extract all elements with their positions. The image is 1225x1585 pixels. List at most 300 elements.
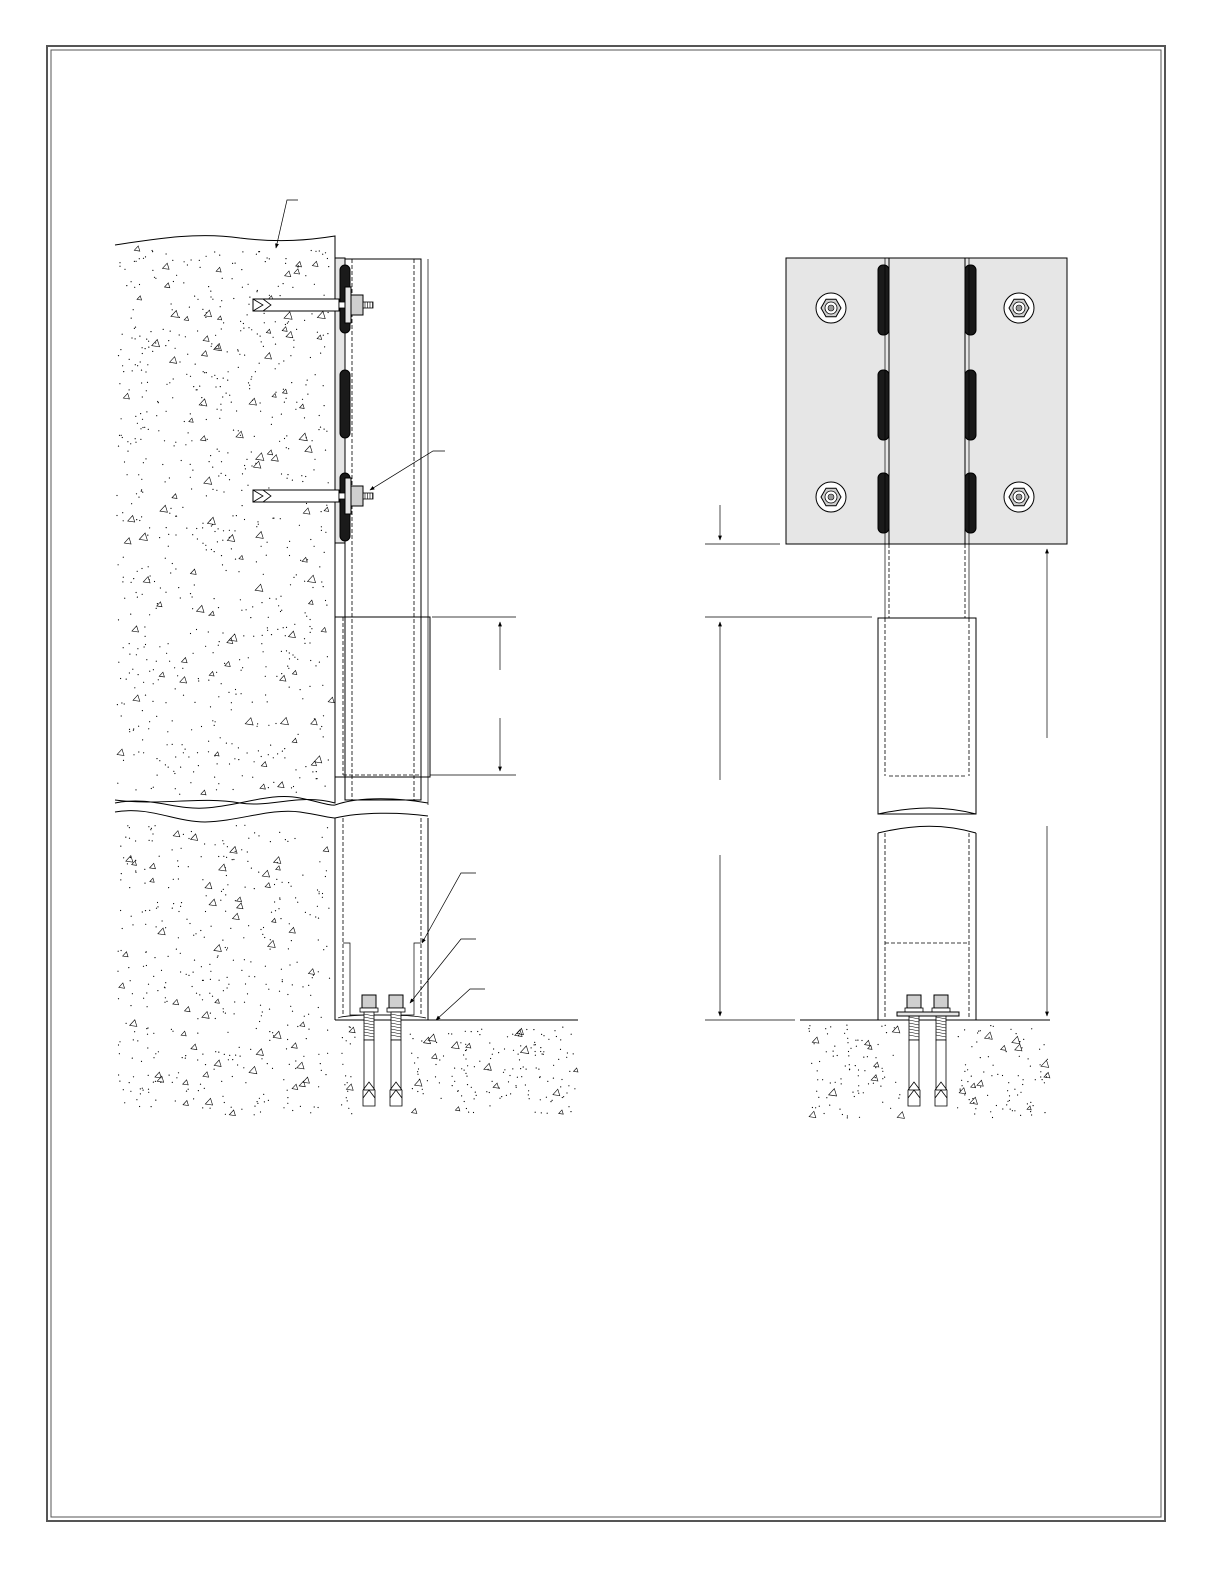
stipple-dot xyxy=(254,1106,255,1107)
stipple-dot xyxy=(1019,1056,1020,1057)
stipple-dot xyxy=(126,679,127,680)
stipple-dot xyxy=(222,396,223,397)
stipple-dot xyxy=(196,528,197,529)
aggregate-mark xyxy=(255,584,263,591)
stipple-dot xyxy=(300,560,301,561)
stipple-dot xyxy=(118,998,119,999)
stipple-dot xyxy=(248,304,249,305)
aggregate-mark xyxy=(229,634,237,641)
stipple-dot xyxy=(282,882,283,883)
stipple-dot xyxy=(184,261,185,262)
stipple-dot xyxy=(222,840,223,841)
stipple-dot xyxy=(252,702,253,703)
stipple-dot xyxy=(266,555,267,556)
stipple-dot xyxy=(264,1101,265,1102)
stipple-dot xyxy=(169,477,170,478)
stipple-dot xyxy=(254,761,255,762)
stipple-dot xyxy=(241,970,242,971)
stipple-dot xyxy=(290,584,291,585)
stipple-dot xyxy=(147,1034,148,1035)
stipple-dot xyxy=(317,889,318,890)
stipple-dot xyxy=(854,1096,855,1097)
stipple-dot xyxy=(863,1057,864,1058)
stipple-dot xyxy=(224,1054,225,1055)
stipple-dot xyxy=(1012,1110,1013,1111)
aggregate-mark xyxy=(559,1110,564,1114)
stipple-dot xyxy=(152,250,153,251)
stipple-dot xyxy=(139,1106,140,1107)
stipple-dot xyxy=(882,1102,883,1103)
aggregate-mark xyxy=(312,261,318,266)
stipple-dot xyxy=(210,296,211,297)
aggregate-mark xyxy=(117,749,124,755)
stipple-dot xyxy=(826,1051,827,1052)
aggregate-mark xyxy=(180,677,187,683)
aggregate-mark xyxy=(271,455,278,462)
stipple-dot xyxy=(297,962,298,963)
stipple-dot xyxy=(295,409,296,410)
stipple-dot xyxy=(165,982,166,983)
stipple-dot xyxy=(146,390,147,391)
stipple-dot xyxy=(167,731,168,732)
stipple-dot xyxy=(306,1038,307,1039)
stipple-dot xyxy=(322,254,323,255)
stipple-dot xyxy=(191,831,192,832)
stipple-dot xyxy=(286,650,287,651)
aggregate-mark xyxy=(328,697,334,703)
stipple-dot xyxy=(124,598,125,599)
stipple-dot xyxy=(175,534,176,535)
aggregate-mark xyxy=(424,1037,431,1043)
stipple-dot xyxy=(233,298,234,299)
stipple-dot xyxy=(137,571,138,572)
stipple-dot xyxy=(227,1032,228,1033)
stipple-dot xyxy=(185,749,186,750)
stipple-dot xyxy=(135,870,136,871)
stipple-dot xyxy=(454,1068,455,1069)
stipple-dot xyxy=(283,360,284,361)
stipple-dot xyxy=(120,910,121,911)
stipple-dot xyxy=(248,838,249,839)
stipple-dot xyxy=(997,1074,998,1075)
stipple-dot xyxy=(287,323,288,324)
stipple-dot xyxy=(169,661,170,662)
stipple-dot xyxy=(856,1046,857,1047)
stipple-dot xyxy=(190,376,191,377)
stipple-dot xyxy=(215,721,216,722)
aggregate-mark xyxy=(191,1044,197,1050)
stipple-dot xyxy=(465,1044,466,1045)
stipple-dot xyxy=(212,299,213,300)
stipple-dot xyxy=(284,402,285,403)
aggregate-mark xyxy=(189,418,193,422)
stipple-dot xyxy=(309,686,310,687)
stipple-dot xyxy=(168,340,169,341)
stipple-dot xyxy=(489,1042,490,1043)
stipple-dot xyxy=(214,777,215,778)
stipple-dot xyxy=(240,599,241,600)
stipple-dot xyxy=(350,1076,351,1077)
stipple-dot xyxy=(228,984,229,985)
stipple-dot xyxy=(142,427,143,428)
stipple-dot xyxy=(162,920,163,921)
stipple-dot xyxy=(520,1045,521,1046)
stipple-dot xyxy=(209,993,210,994)
stipple-dot xyxy=(152,351,153,352)
stipple-dot xyxy=(222,540,223,541)
stipple-dot xyxy=(847,1115,848,1116)
stipple-dot xyxy=(281,610,282,611)
stipple-dot xyxy=(145,695,146,696)
stipple-dot xyxy=(143,998,144,999)
stipple-dot xyxy=(303,1056,304,1057)
stipple-dot xyxy=(193,653,194,654)
aggregate-mark xyxy=(196,605,204,612)
stipple-dot xyxy=(223,378,224,379)
stipple-dot xyxy=(158,679,159,680)
stipple-dot xyxy=(245,983,246,984)
aggregate-mark xyxy=(143,577,150,583)
stipple-dot xyxy=(899,1094,900,1095)
aggregate-mark xyxy=(158,928,165,935)
stipple-dot xyxy=(875,1077,876,1078)
stipple-dot xyxy=(817,1079,818,1080)
aggregate-mark xyxy=(171,311,178,318)
stipple-dot xyxy=(264,322,265,323)
stipple-dot xyxy=(225,1013,226,1014)
stipple-dot xyxy=(835,1082,836,1083)
stipple-dot xyxy=(119,266,120,267)
stipple-dot xyxy=(241,269,242,270)
stipple-dot xyxy=(141,1061,142,1062)
aggregate-mark xyxy=(812,1037,819,1043)
stipple-dot xyxy=(147,1027,148,1028)
stipple-dot xyxy=(289,652,290,653)
stipple-dot xyxy=(510,1093,511,1094)
stipple-dot xyxy=(236,515,237,516)
stipple-dot xyxy=(252,606,253,607)
stipple-dot xyxy=(241,1109,242,1110)
aggregate-mark xyxy=(216,267,221,272)
stipple-dot xyxy=(161,970,162,971)
stipple-dot xyxy=(211,343,212,344)
stipple-dot xyxy=(857,1040,858,1041)
stipple-dot xyxy=(512,1068,513,1069)
stipple-dot xyxy=(148,1089,149,1090)
aggregate-mark xyxy=(207,517,215,524)
stipple-dot xyxy=(249,297,250,298)
stipple-dot xyxy=(242,667,243,668)
aggregate-mark xyxy=(267,450,272,455)
stipple-dot xyxy=(192,608,193,609)
aggregate-mark xyxy=(249,1066,257,1073)
stipple-dot xyxy=(233,960,234,961)
stipple-dot xyxy=(302,399,303,400)
stipple-dot xyxy=(324,346,325,347)
stipple-dot xyxy=(309,642,310,643)
stipple-dot xyxy=(231,743,232,744)
stipple-dot xyxy=(993,1065,994,1066)
stipple-dot xyxy=(269,1009,270,1010)
stipple-dot xyxy=(228,371,229,372)
stipple-dot xyxy=(244,959,245,960)
stipple-dot xyxy=(190,593,191,594)
stipple-dot xyxy=(145,458,146,459)
stipple-dot xyxy=(304,417,305,418)
stipple-dot xyxy=(501,1096,502,1097)
stipple-dot xyxy=(164,1002,165,1003)
stipple-dot xyxy=(535,1044,536,1045)
stipple-dot xyxy=(289,555,290,556)
stipple-dot xyxy=(842,1114,843,1115)
aggregate-mark xyxy=(256,531,263,538)
stipple-dot xyxy=(200,930,201,931)
aggregate-mark xyxy=(217,316,221,320)
stipple-dot xyxy=(855,1065,856,1066)
stipple-dot xyxy=(225,475,226,476)
stipple-dot xyxy=(180,971,181,972)
stipple-dot xyxy=(348,1108,349,1109)
stipple-dot xyxy=(166,411,167,412)
stipple-dot xyxy=(153,976,154,977)
stipple-dot xyxy=(197,1033,198,1034)
stipple-dot xyxy=(875,1057,876,1058)
aggregate-mark xyxy=(829,1089,837,1096)
stipple-dot xyxy=(240,435,241,436)
stipple-dot xyxy=(144,883,145,884)
stipple-dot xyxy=(133,309,134,310)
aggregate-mark xyxy=(123,393,129,399)
stipple-dot xyxy=(964,1029,965,1030)
stipple-dot xyxy=(258,872,259,873)
aggregate-mark xyxy=(210,611,215,615)
stipple-dot xyxy=(198,678,199,679)
stipple-dot xyxy=(258,835,259,836)
stipple-dot xyxy=(172,309,173,310)
stipple-dot xyxy=(882,1071,883,1072)
stipple-dot xyxy=(260,402,261,403)
aggregate-mark xyxy=(897,1112,904,1119)
stipple-dot xyxy=(286,627,287,628)
stipple-dot xyxy=(323,335,324,336)
aggregate-mark xyxy=(311,761,316,766)
stipple-dot xyxy=(222,940,223,941)
stipple-dot xyxy=(135,840,136,841)
stipple-dot xyxy=(327,258,328,259)
stipple-dot xyxy=(193,972,194,973)
stipple-dot xyxy=(180,906,181,907)
stipple-dot xyxy=(248,327,249,328)
aggregate-mark xyxy=(130,1020,137,1027)
stipple-dot xyxy=(138,674,139,675)
stipple-dot xyxy=(263,927,264,928)
stipple-dot xyxy=(288,948,289,949)
stipple-dot xyxy=(858,1075,859,1076)
stipple-dot xyxy=(292,287,293,288)
stipple-dot xyxy=(350,1043,351,1044)
stipple-dot xyxy=(326,605,327,606)
stipple-dot xyxy=(174,667,175,668)
aggregate-mark xyxy=(302,557,307,562)
stipple-dot xyxy=(129,672,130,673)
stipple-dot xyxy=(241,849,242,850)
stipple-dot xyxy=(280,611,281,612)
stipple-dot xyxy=(315,251,316,252)
stipple-dot xyxy=(146,1028,147,1029)
stipple-dot xyxy=(251,376,252,377)
stipple-dot xyxy=(267,701,268,702)
stipple-dot xyxy=(156,415,157,416)
stipple-dot xyxy=(292,480,293,481)
stipple-dot xyxy=(323,586,324,587)
stipple-dot xyxy=(122,334,123,335)
stipple-dot xyxy=(152,833,153,834)
stipple-dot xyxy=(175,756,176,757)
stipple-dot xyxy=(119,435,120,436)
stipple-dot xyxy=(279,441,280,442)
aggregate-mark xyxy=(1001,1045,1006,1050)
stipple-dot xyxy=(292,1110,293,1111)
stipple-dot xyxy=(172,1031,173,1032)
stipple-dot xyxy=(477,1031,478,1032)
stipple-dot xyxy=(829,1105,830,1106)
stipple-dot xyxy=(214,598,215,599)
stipple-dot xyxy=(134,287,135,288)
stipple-dot xyxy=(231,402,232,403)
stipple-dot xyxy=(281,969,282,970)
stipple-dot xyxy=(302,986,303,987)
stipple-dot xyxy=(141,568,142,569)
stipple-dot xyxy=(157,906,158,907)
stipple-dot xyxy=(180,953,181,954)
aggregate-mark xyxy=(892,1026,899,1033)
stipple-dot xyxy=(461,1095,462,1096)
stipple-dot xyxy=(142,347,143,348)
stipple-dot xyxy=(159,856,160,857)
stipple-dot xyxy=(119,262,120,263)
stipple-dot xyxy=(319,893,320,894)
stipple-dot xyxy=(452,1076,453,1077)
aggregate-mark xyxy=(297,1062,304,1069)
stipple-dot xyxy=(234,1001,235,1002)
stipple-dot xyxy=(148,1075,149,1076)
stipple-dot xyxy=(156,661,157,662)
stipple-dot xyxy=(834,1046,835,1047)
aggregate-mark xyxy=(126,856,133,863)
stipple-dot xyxy=(242,775,243,776)
stipple-dot xyxy=(312,440,313,441)
stipple-dot xyxy=(826,1097,827,1098)
stipple-dot xyxy=(186,374,187,375)
aggregate-mark xyxy=(321,627,326,632)
aggregate-mark xyxy=(1015,1044,1022,1051)
stipple-dot xyxy=(232,263,233,264)
stipple-dot xyxy=(148,566,149,567)
stipple-dot xyxy=(457,1091,458,1092)
aggregate-mark xyxy=(284,312,292,319)
stipple-dot xyxy=(194,584,195,585)
stipple-dot xyxy=(169,513,170,514)
stipple-dot xyxy=(257,723,258,724)
stipple-dot xyxy=(133,578,134,579)
aggregate-mark xyxy=(201,351,207,357)
stipple-dot xyxy=(132,993,133,994)
stipple-dot xyxy=(195,933,196,934)
stipple-dot xyxy=(183,695,184,696)
aggregate-mark xyxy=(346,1084,353,1090)
stipple-dot xyxy=(436,1042,437,1043)
stipple-dot xyxy=(174,445,175,446)
stipple-dot xyxy=(540,1076,541,1077)
stipple-dot xyxy=(185,1055,186,1056)
stipple-dot xyxy=(531,1047,532,1048)
stipple-dot xyxy=(443,1055,444,1056)
stipple-dot xyxy=(130,980,131,981)
stipple-dot xyxy=(967,1081,968,1082)
stipple-dot xyxy=(215,386,216,387)
stipple-dot xyxy=(153,1057,154,1058)
stipple-dot xyxy=(212,489,213,490)
stipple-dot xyxy=(1022,1084,1023,1085)
stipple-dot xyxy=(233,789,234,790)
stipple-dot xyxy=(271,424,272,425)
stipple-dot xyxy=(217,763,218,764)
stipple-dot xyxy=(197,389,198,390)
stipple-dot xyxy=(210,455,211,456)
stipple-dot xyxy=(229,1055,230,1056)
stipple-dot xyxy=(504,1048,505,1049)
stipple-dot xyxy=(227,846,228,847)
aggregate-mark xyxy=(412,1108,417,1113)
stipple-dot xyxy=(244,825,245,826)
stipple-dot xyxy=(165,927,166,928)
stipple-dot xyxy=(975,1108,976,1109)
stipple-dot xyxy=(325,786,326,787)
stipple-dot xyxy=(133,1076,134,1077)
stipple-dot xyxy=(206,495,207,496)
stipple-dot xyxy=(312,771,313,772)
stipple-dot xyxy=(1014,1110,1015,1111)
stipple-dot xyxy=(146,339,147,340)
stipple-dot xyxy=(223,1011,224,1012)
stipple-dot xyxy=(311,250,312,251)
stipple-dot xyxy=(123,1089,124,1090)
stipple-dot xyxy=(224,663,225,664)
stipple-dot xyxy=(824,1113,825,1114)
stipple-dot xyxy=(221,328,222,329)
stipple-dot xyxy=(135,438,136,439)
stipple-dot xyxy=(144,646,145,647)
stipple-dot xyxy=(223,843,224,844)
stipple-dot xyxy=(197,538,198,539)
aggregate-mark xyxy=(139,533,147,541)
stipple-dot xyxy=(205,646,206,647)
stipple-dot xyxy=(219,641,220,642)
stipple-dot xyxy=(146,992,147,993)
stipple-dot xyxy=(129,729,130,730)
stipple-dot xyxy=(129,887,130,888)
stipple-dot xyxy=(261,643,262,644)
stipple-dot xyxy=(543,1035,544,1036)
aggregate-mark xyxy=(119,983,125,988)
stipple-dot xyxy=(131,337,132,338)
stipple-dot xyxy=(814,1043,815,1044)
stipple-dot xyxy=(212,720,213,721)
stipple-dot xyxy=(165,997,166,998)
stipple-dot xyxy=(170,572,171,573)
stipple-dot xyxy=(310,539,311,540)
stipple-dot xyxy=(439,1059,440,1060)
